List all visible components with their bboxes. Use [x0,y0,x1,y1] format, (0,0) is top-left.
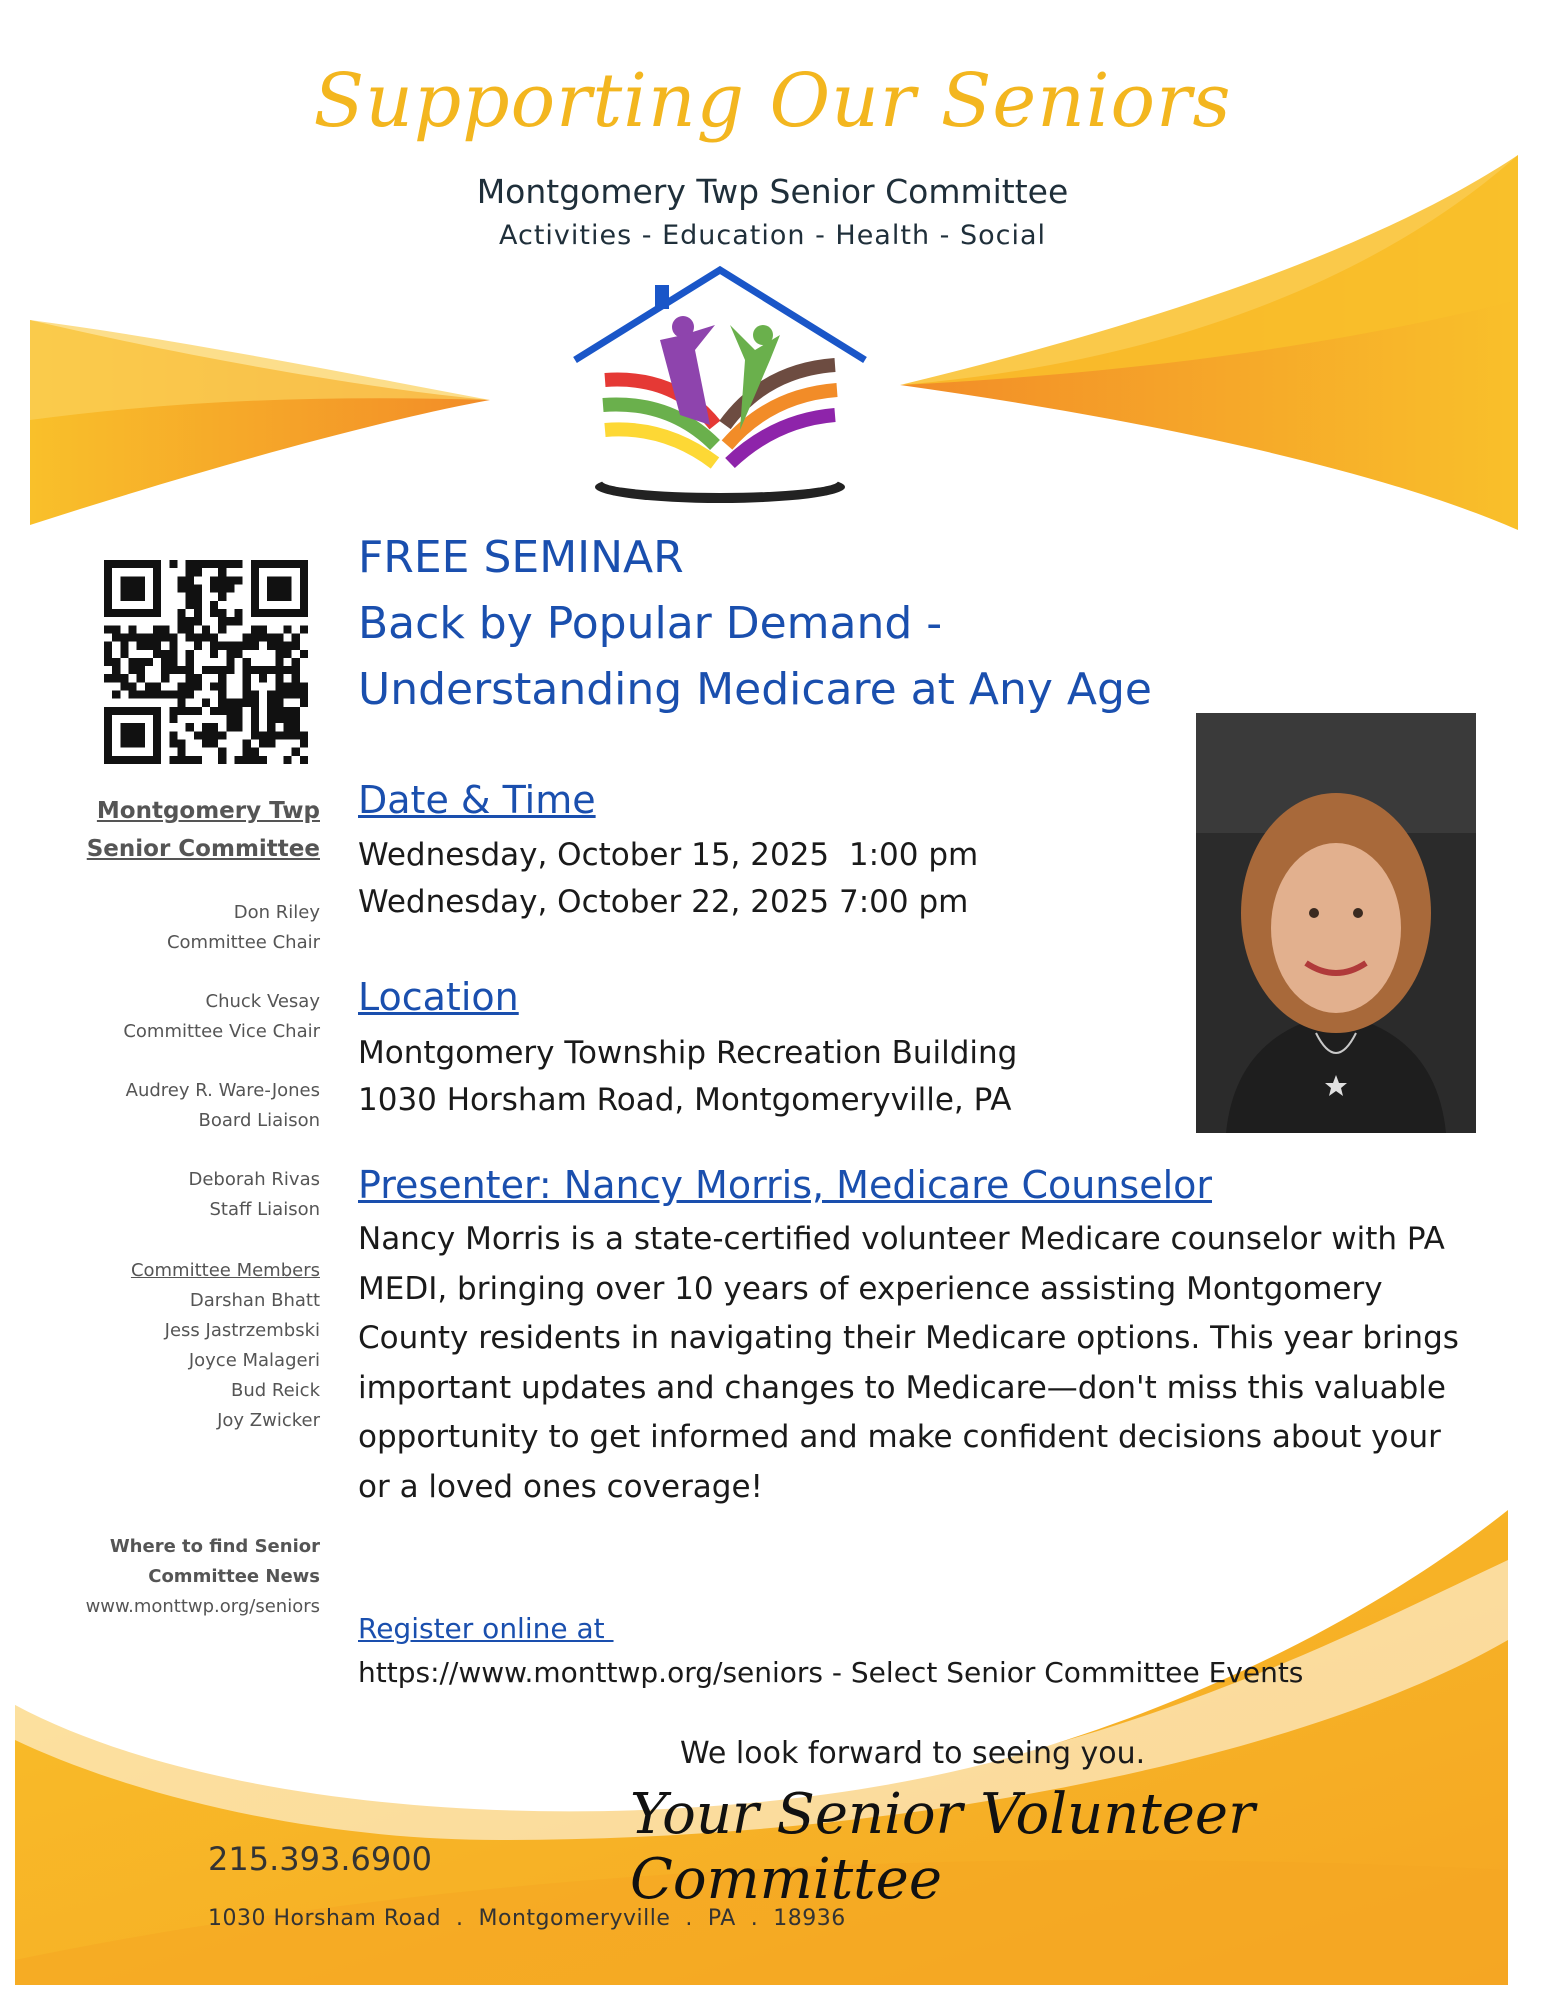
committee-member: Bud Reick [231,1380,320,1401]
sidebar-org-line2: Senior Committee [86,836,320,862]
location-heading: Location [358,975,519,1019]
member-name: Deborah Rivas [188,1169,320,1190]
member-role: Committee Vice Chair [123,1021,320,1042]
date-line: Wednesday, October 22, 2025 7:00 pm [358,884,969,920]
location-line: 1030 Horsham Road, Montgomeryville, PA [358,1082,1012,1118]
committee-member: Joy Zwicker [217,1410,320,1431]
seminar-line1: FREE SEMINAR [358,532,684,583]
sidebar-member [20,1165,320,1225]
date-time-heading: Date & Time [358,778,596,822]
presenter-photo [1196,713,1476,1133]
member-name: Audrey R. Ware-Jones [125,1080,320,1101]
script-title: Supporting Our Seniors [313,58,1232,144]
member-name: Don Riley [233,902,320,923]
member-role: Staff Liaison [209,1199,320,1220]
location-line: Montgomery Township Recreation Building [358,1035,1018,1071]
member-role: Committee Chair [166,932,320,953]
org-name: Montgomery Twp Senior Committee [476,172,1069,211]
signature: Your Senior Volunteer Committee [630,1782,1255,1912]
committee-members-heading: Committee Members [130,1260,320,1281]
presenter-bio: Nancy Morris is a state-certified volunteer Medicare counselor with PA MEDI, bringing over 10 years of experience assisting Montgomery County residents in navigating their Medicare options. This year brings important updates and changes to Medicare—don't miss this valuable opportunity to get informed and make confident decisions about your or a loved ones coverage! [358,1221,1459,1505]
date-line: Wednesday, October 15, 2025 1:00 pm [358,837,979,873]
location-lines [358,1030,1017,1124]
sidebar-member [20,898,320,958]
register-url[interactable]: https://www.monttwp.org/seniors - Select Senior Committee Events [358,1656,1304,1689]
member-role: Board Liaison [198,1110,320,1131]
sidebar-org-name [20,792,320,868]
committee-member: Darshan Bhatt [189,1290,320,1311]
presenter-heading: Presenter: Nancy Morris, Medicare Counselor [358,1163,1212,1207]
date-time-lines [358,832,978,926]
sidebar-member [20,1076,320,1136]
footer-phone: 215.393.6900 [208,1840,432,1878]
closing-line: We look forward to seeing you. [680,1736,1146,1771]
register-link[interactable]: Register online at [358,1612,614,1645]
footer-address: 1030 Horsham Road . Montgomeryville . PA . 18936 [208,1906,846,1931]
news-line2: Committee News [148,1566,320,1587]
sidebar-member [20,987,320,1047]
seminar-title [358,525,1152,723]
sidebar-org-line1: Montgomery Twp [96,798,320,824]
news-line1: Where to find Senior [109,1536,320,1557]
sidebar-news [20,1532,320,1622]
member-name: Chuck Vesay [205,991,320,1012]
committee-member: Jess Jastrzembski [164,1320,320,1341]
tagline: Activities - Education - Health - Social [498,220,1047,251]
house-logo [565,265,875,510]
seminar-line3: Understanding Medicare at Any Age [358,664,1152,715]
news-url[interactable]: www.monttwp.org/seniors [85,1596,320,1617]
qr-code[interactable] [104,560,308,764]
committee-member: Joyce Malageri [188,1350,320,1371]
committee-members-list [20,1256,320,1436]
seminar-line2: Back by Popular Demand - [358,598,943,649]
